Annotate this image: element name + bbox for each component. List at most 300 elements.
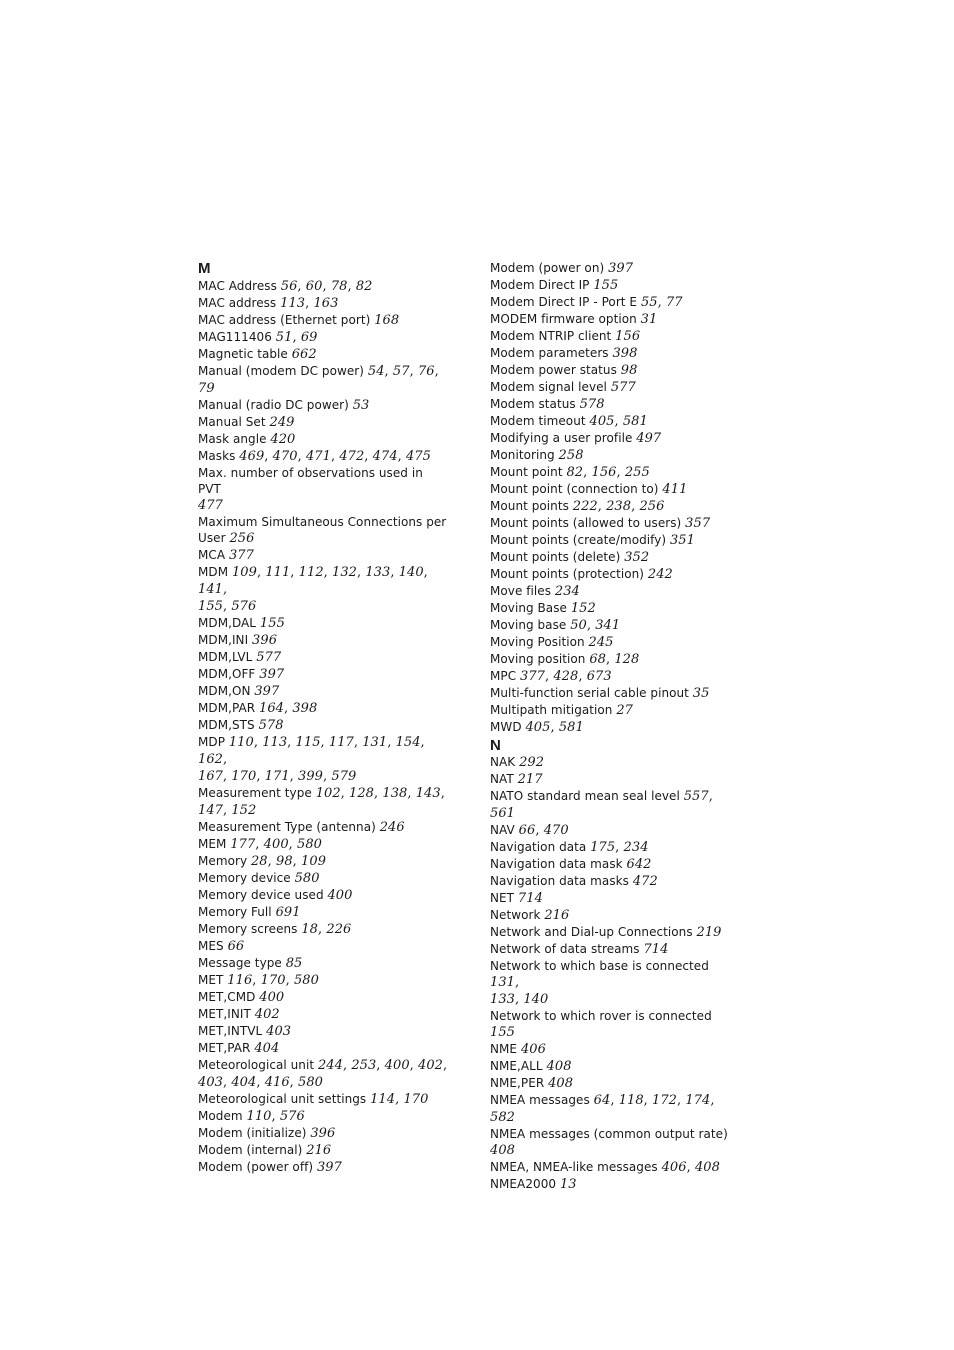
page-link[interactable]: 472 bbox=[339, 449, 365, 464]
index-entry: MAC Address 56, 60, 78, 82 bbox=[198, 279, 373, 294]
page-link[interactable]: 141 bbox=[198, 582, 223, 597]
page-link[interactable]: 397 bbox=[254, 684, 280, 699]
page-link[interactable]: 55 bbox=[640, 295, 658, 310]
index-term: Meteorological unit bbox=[198, 1058, 315, 1072]
index-term: MET,CMD bbox=[198, 990, 256, 1004]
index-letter-heading: N bbox=[490, 737, 501, 754]
page-link[interactable]: 112 bbox=[298, 565, 324, 580]
index-term: Network bbox=[490, 908, 541, 922]
index-term: Modem (power off) bbox=[198, 1160, 314, 1174]
page-link[interactable]: 403 bbox=[266, 1024, 292, 1039]
index-entry bbox=[198, 717, 448, 734]
page-link[interactable]: 402 bbox=[418, 1058, 443, 1073]
page-link[interactable]: 128 bbox=[349, 786, 374, 801]
page-link[interactable]: 579 bbox=[331, 769, 357, 784]
page-link[interactable]: 53 bbox=[352, 398, 370, 413]
index-term: Modem (internal) bbox=[198, 1143, 303, 1157]
index-entry bbox=[198, 632, 448, 649]
index-term: Network of data streams bbox=[490, 942, 640, 956]
index-entry: 403, 404, 416, 580 bbox=[198, 1075, 323, 1090]
index-entry: 147, 152 bbox=[198, 803, 257, 818]
page-link[interactable]: 396 bbox=[252, 633, 278, 648]
page-link[interactable]: 68 bbox=[589, 652, 606, 667]
index-term: Mount points (delete) bbox=[490, 550, 621, 564]
page-link[interactable]: 581 bbox=[558, 720, 584, 735]
index-term: MODEM firmware option bbox=[490, 312, 637, 326]
page-link[interactable]: 117 bbox=[328, 735, 354, 750]
index-entry bbox=[490, 890, 740, 907]
page-link[interactable]: 216 bbox=[544, 908, 570, 923]
page-link[interactable]: 79 bbox=[198, 381, 215, 396]
index-term: Manual (radio DC power) bbox=[198, 398, 349, 412]
page-link[interactable]: 351 bbox=[669, 533, 695, 548]
page-link[interactable]: 245 bbox=[588, 635, 614, 650]
index-entry bbox=[490, 583, 740, 600]
index-term: MET,PAR bbox=[198, 1041, 251, 1055]
page-link[interactable]: 396 bbox=[310, 1126, 336, 1141]
index-entry: 155, 576 bbox=[198, 599, 257, 614]
index-term: NAK bbox=[490, 755, 516, 769]
page-link[interactable]: 561 bbox=[490, 806, 515, 821]
index-term: Modem signal level bbox=[490, 380, 607, 394]
page-link[interactable]: 408 bbox=[490, 1143, 515, 1158]
index-entry bbox=[490, 600, 740, 617]
page-link[interactable]: 152 bbox=[231, 803, 257, 818]
page-link[interactable]: 133 bbox=[365, 565, 391, 580]
index-entry: Navigation data 175, 234 bbox=[490, 840, 649, 855]
index-entry bbox=[198, 989, 448, 1006]
page-link[interactable]: 581 bbox=[622, 414, 648, 429]
page-link[interactable]: 582 bbox=[490, 1110, 515, 1125]
page-link[interactable]: 256 bbox=[229, 531, 255, 546]
page-link[interactable]: 357 bbox=[685, 516, 711, 531]
index-entry bbox=[198, 1040, 448, 1057]
index-term: Navigation data masks bbox=[490, 874, 629, 888]
index-term: MPC bbox=[490, 669, 517, 683]
index-term: MAG111406 bbox=[198, 330, 272, 344]
page-link[interactable]: 110 bbox=[228, 735, 254, 750]
page-link[interactable]: 147 bbox=[198, 803, 223, 818]
index-term: Modem (initialize) bbox=[198, 1126, 307, 1140]
index-entry bbox=[490, 1075, 740, 1092]
page-link[interactable]: 76 bbox=[417, 364, 435, 379]
page-link[interactable]: 576 bbox=[231, 599, 257, 614]
page-link[interactable]: 472 bbox=[632, 874, 658, 889]
index-term: Memory device used bbox=[198, 888, 324, 902]
page-link[interactable]: 416 bbox=[264, 1075, 290, 1090]
index-entry: Measurement type 102, 128, 138, 143, bbox=[198, 786, 445, 801]
page-link[interactable]: 662 bbox=[291, 347, 317, 362]
page-link[interactable]: 258 bbox=[558, 448, 584, 463]
page-link[interactable]: 143 bbox=[415, 786, 441, 801]
page-link[interactable]: 400 bbox=[327, 888, 353, 903]
index-entry: 133, 140 bbox=[490, 992, 549, 1007]
page-link[interactable]: 578 bbox=[579, 397, 605, 412]
page-link[interactable]: 133 bbox=[490, 992, 515, 1007]
page-link[interactable]: 66 bbox=[518, 823, 536, 838]
index-entry bbox=[490, 1041, 740, 1058]
page-link[interactable]: 156 bbox=[591, 465, 617, 480]
index-term: Manual (modem DC power) bbox=[198, 364, 364, 378]
page-link[interactable]: 174 bbox=[685, 1093, 711, 1108]
page-link[interactable]: 471 bbox=[305, 449, 331, 464]
page-link[interactable]: 242 bbox=[647, 567, 673, 582]
index-entry: Masks 469, 470, 471, 472, 474, 475 bbox=[198, 449, 431, 464]
page-link[interactable]: 155 bbox=[593, 278, 619, 293]
page-link[interactable]: 82 bbox=[355, 279, 373, 294]
index-entry bbox=[490, 856, 740, 873]
page-link[interactable]: 170 bbox=[403, 1092, 429, 1107]
index-entry: Manual (modem DC power) 54, 57, 76, 79 bbox=[198, 364, 439, 396]
page-link[interactable]: 102 bbox=[315, 786, 341, 801]
index-term: MDM,INI bbox=[198, 633, 249, 647]
page-link[interactable]: 246 bbox=[379, 820, 405, 835]
index-term: MET,INTVL bbox=[198, 1024, 263, 1038]
page-link[interactable]: 577 bbox=[256, 650, 282, 665]
index-entry: NMEA, NMEA-like messages 406, 408 bbox=[490, 1160, 720, 1175]
index-term: Measurement type bbox=[198, 786, 312, 800]
index-entry: MDM 109, 111, 112, 132, 133, 140, 141, bbox=[198, 565, 428, 597]
page-link[interactable]: 27 bbox=[616, 703, 633, 718]
page-link[interactable]: 109 bbox=[301, 854, 327, 869]
page-link[interactable]: 57 bbox=[392, 364, 410, 379]
page-link[interactable]: 113 bbox=[280, 296, 306, 311]
index-term: Moving Position bbox=[490, 635, 585, 649]
index-entry: NATO standard mean seal level 557, 561 bbox=[490, 789, 713, 821]
index-term: Modem Direct IP - Port E bbox=[490, 295, 638, 309]
index-term: NMEA messages (common output rate) bbox=[490, 1127, 728, 1141]
page-link[interactable]: 397 bbox=[608, 261, 634, 276]
index-entry bbox=[490, 1058, 740, 1075]
page-link[interactable]: 217 bbox=[517, 772, 543, 787]
page-link[interactable]: 78 bbox=[330, 279, 348, 294]
page-link[interactable]: 580 bbox=[293, 973, 319, 988]
index-entry bbox=[490, 260, 740, 277]
index-entry bbox=[490, 685, 740, 702]
index-term: MDP bbox=[198, 735, 225, 749]
page-link[interactable]: 132 bbox=[332, 565, 357, 580]
index-term: MET,INIT bbox=[198, 1007, 251, 1021]
page-link[interactable]: 399 bbox=[298, 769, 323, 784]
index-term: Magnetic table bbox=[198, 347, 288, 361]
index-term: NMEA, NMEA-like messages bbox=[490, 1160, 658, 1174]
page-link[interactable]: 341 bbox=[595, 618, 621, 633]
page-link[interactable]: 77 bbox=[665, 295, 683, 310]
page-link[interactable]: 167 bbox=[198, 769, 223, 784]
page-link[interactable]: 219 bbox=[696, 925, 722, 940]
page-link[interactable]: 292 bbox=[519, 755, 545, 770]
page-link[interactable]: 475 bbox=[406, 449, 431, 464]
index-entry bbox=[490, 907, 740, 924]
page-link[interactable]: 115 bbox=[295, 735, 321, 750]
index-term: Mount points (allowed to users) bbox=[490, 516, 682, 530]
index-entry: Mount point 82, 156, 255 bbox=[490, 465, 650, 480]
index-entry: 167, 170, 171, 399, 579 bbox=[198, 769, 357, 784]
page-link[interactable]: 109 bbox=[231, 565, 257, 580]
page-link[interactable]: 170 bbox=[260, 973, 286, 988]
page-link[interactable]: 238 bbox=[606, 499, 632, 514]
index-term: NAV bbox=[490, 823, 515, 837]
page-link[interactable]: 82 bbox=[566, 465, 584, 480]
page-link[interactable]: 420 bbox=[270, 432, 296, 447]
page-link[interactable]: 474 bbox=[372, 449, 398, 464]
index-entry bbox=[198, 431, 448, 448]
index-letter-heading: M bbox=[198, 260, 211, 277]
page-link[interactable]: 177 bbox=[230, 837, 256, 852]
index-entry bbox=[490, 345, 740, 362]
page-link[interactable]: 256 bbox=[639, 499, 665, 514]
page-link[interactable]: 172 bbox=[652, 1093, 677, 1108]
index-term: Modem (power on) bbox=[490, 261, 605, 275]
index-term: MAC address (Ethernet port) bbox=[198, 313, 371, 327]
index-term: MWD bbox=[490, 720, 522, 734]
page-link[interactable]: 118 bbox=[618, 1093, 644, 1108]
page-link[interactable]: 428 bbox=[553, 669, 579, 684]
index-term: Manual Set bbox=[198, 415, 266, 429]
page-link[interactable]: 66 bbox=[227, 939, 245, 954]
page-link[interactable]: 170 bbox=[231, 769, 257, 784]
index-entry bbox=[198, 615, 448, 632]
index-term: NAT bbox=[490, 772, 514, 786]
index-term: Multipath mitigation bbox=[490, 703, 613, 717]
index-entry bbox=[490, 702, 740, 719]
page-link[interactable]: 35 bbox=[692, 686, 710, 701]
page-link[interactable]: 138 bbox=[382, 786, 408, 801]
page-link[interactable]: 18 bbox=[301, 922, 318, 937]
page-link[interactable]: 155 bbox=[198, 599, 223, 614]
page-link[interactable]: 714 bbox=[643, 942, 669, 957]
index-term: Mask angle bbox=[198, 432, 267, 446]
page-link[interactable]: 156 bbox=[615, 329, 641, 344]
page-link[interactable]: 155 bbox=[259, 616, 285, 631]
index-entry: NMEA messages 64, 118, 172, 174, 582 bbox=[490, 1093, 715, 1125]
index-entry: MEM 177, 400, 580 bbox=[198, 837, 322, 852]
page-link[interactable]: 56 bbox=[280, 279, 298, 294]
page-link[interactable]: 98 bbox=[276, 854, 293, 869]
page-link[interactable]: 477 bbox=[198, 498, 223, 513]
index-term: Modem power status bbox=[490, 363, 617, 377]
page-link[interactable]: 13 bbox=[559, 1177, 577, 1192]
index-entry: Modem Direct IP - Port E 55, 77 bbox=[490, 295, 683, 310]
page-link[interactable]: 163 bbox=[313, 296, 339, 311]
page-link[interactable]: 244 bbox=[317, 1058, 343, 1073]
page-link[interactable]: 216 bbox=[306, 1143, 332, 1158]
page-link[interactable]: 110 bbox=[246, 1109, 272, 1124]
index-entry bbox=[198, 1125, 448, 1142]
index-entry: Modem 110, 576 bbox=[198, 1109, 305, 1124]
page-link[interactable]: 69 bbox=[300, 330, 318, 345]
page-link[interactable]: 402 bbox=[254, 1007, 280, 1022]
index-term: Maximum Simultaneous Connections per bbox=[198, 515, 447, 529]
page-link[interactable]: 171 bbox=[264, 769, 290, 784]
page-link[interactable]: 131 bbox=[362, 735, 388, 750]
page-link[interactable]: 576 bbox=[279, 1109, 305, 1124]
page-link[interactable]: 404 bbox=[231, 1075, 257, 1090]
page-link[interactable]: 578 bbox=[258, 718, 284, 733]
index-entry: Memory 28, 98, 109 bbox=[198, 854, 327, 869]
page-link[interactable]: 470 bbox=[543, 823, 569, 838]
page-link[interactable]: 28 bbox=[250, 854, 268, 869]
page-link[interactable]: 673 bbox=[586, 669, 612, 684]
page-link[interactable]: 406 bbox=[661, 1160, 687, 1175]
index-entry: MAG111406 51, 69 bbox=[198, 330, 318, 345]
index-term: Network to which base is connected bbox=[490, 959, 709, 973]
index-term: Meteorological unit settings bbox=[198, 1092, 367, 1106]
page-link[interactable]: 234 bbox=[623, 840, 649, 855]
index-entry bbox=[198, 547, 448, 564]
index-entry bbox=[198, 397, 448, 414]
page-link[interactable]: 580 bbox=[297, 837, 322, 852]
index-entry bbox=[490, 924, 740, 941]
page-link[interactable]: 405 bbox=[525, 720, 551, 735]
index-entry: NAV 66, 470 bbox=[490, 823, 569, 838]
page-link[interactable]: 249 bbox=[269, 415, 295, 430]
index-term: Multi-function serial cable pinout bbox=[490, 686, 689, 700]
page-link[interactable]: 405 bbox=[589, 414, 615, 429]
page-link[interactable]: 114 bbox=[370, 1092, 396, 1107]
index-entry bbox=[198, 414, 448, 431]
page-link[interactable]: 497 bbox=[636, 431, 662, 446]
page-link[interactable]: 408 bbox=[694, 1160, 720, 1175]
index-entry bbox=[198, 649, 448, 666]
index-entry bbox=[490, 481, 740, 498]
page-link[interactable]: 403 bbox=[198, 1075, 223, 1090]
page-link[interactable]: 154 bbox=[395, 735, 421, 750]
index-term: Memory Full bbox=[198, 905, 272, 919]
page-link[interactable]: 128 bbox=[614, 652, 640, 667]
index-term: Modem NTRIP client bbox=[490, 329, 612, 343]
page-link[interactable]: 155 bbox=[490, 1025, 515, 1040]
page-link[interactable]: 98 bbox=[620, 363, 638, 378]
page-link[interactable]: 377 bbox=[228, 548, 254, 563]
page-link[interactable]: 85 bbox=[285, 956, 303, 971]
page-link[interactable]: 175 bbox=[590, 840, 616, 855]
index-term: NME,PER bbox=[490, 1076, 545, 1090]
page-link[interactable]: 577 bbox=[610, 380, 636, 395]
page-link[interactable]: 642 bbox=[626, 857, 652, 872]
index-term: MDM,DAL bbox=[198, 616, 257, 630]
index-entry bbox=[198, 666, 448, 683]
index-entry bbox=[198, 530, 448, 547]
page-link[interactable]: 64 bbox=[593, 1093, 611, 1108]
index-term: NET bbox=[490, 891, 515, 905]
index-term: MDM,PAR bbox=[198, 701, 256, 715]
index-term: NMEA messages bbox=[490, 1093, 590, 1107]
index-entry bbox=[490, 430, 740, 447]
index-entry bbox=[198, 683, 448, 700]
index-term: Network to which rover is connected bbox=[490, 1009, 712, 1023]
page-link[interactable]: 377 bbox=[520, 669, 545, 684]
index-entry: MDP 110, 113, 115, 117, 131, 154, 162, bbox=[198, 735, 425, 767]
page-link[interactable]: 557 bbox=[683, 789, 709, 804]
index-entry bbox=[490, 379, 740, 396]
page-link[interactable]: 111 bbox=[265, 565, 291, 580]
index-term: Max. number of observations used in PVT bbox=[198, 466, 423, 496]
page-link[interactable]: 164 bbox=[259, 701, 284, 716]
index-entry bbox=[198, 1006, 448, 1023]
index-term: Mount points (protection) bbox=[490, 567, 645, 581]
page-link[interactable]: 168 bbox=[374, 313, 400, 328]
page-link[interactable]: 222 bbox=[572, 499, 598, 514]
page-link[interactable]: 116 bbox=[227, 973, 253, 988]
index-entry bbox=[198, 819, 448, 836]
page-link[interactable]: 152 bbox=[570, 601, 596, 616]
index-term: MDM bbox=[198, 565, 229, 579]
index-term: Memory bbox=[198, 854, 248, 868]
page-link[interactable]: 131 bbox=[490, 975, 515, 990]
page-link[interactable]: 404 bbox=[254, 1041, 280, 1056]
page-link[interactable]: 113 bbox=[262, 735, 288, 750]
index-entry bbox=[490, 396, 740, 413]
index-term: MCA bbox=[198, 548, 226, 562]
index-term: MAC Address bbox=[198, 279, 277, 293]
index-entry bbox=[490, 532, 740, 549]
index-entry: Meteorological unit 244, 253, 400, 402, bbox=[198, 1058, 448, 1073]
page-link[interactable]: 352 bbox=[624, 550, 650, 565]
index-entry bbox=[490, 634, 740, 651]
page-link[interactable]: 398 bbox=[292, 701, 318, 716]
page-link[interactable]: 400 bbox=[384, 1058, 410, 1073]
index-term: Measurement Type (antenna) bbox=[198, 820, 376, 834]
page-link[interactable]: 50 bbox=[570, 618, 587, 633]
page-link[interactable]: 253 bbox=[351, 1058, 377, 1073]
page-link[interactable]: 408 bbox=[546, 1059, 572, 1074]
index-entry: Moving base 50, 341 bbox=[490, 618, 621, 633]
index-entry bbox=[198, 887, 448, 904]
index-term: Masks bbox=[198, 449, 236, 463]
page-link[interactable]: 398 bbox=[612, 346, 638, 361]
index-term: NME,ALL bbox=[490, 1059, 543, 1073]
page-link[interactable]: 714 bbox=[517, 891, 543, 906]
page-link[interactable]: 397 bbox=[259, 667, 285, 682]
index-entry bbox=[198, 346, 448, 363]
index-term: Moving position bbox=[490, 652, 586, 666]
index-term: MAC address bbox=[198, 296, 277, 310]
page-link[interactable]: 60 bbox=[305, 279, 323, 294]
index-term: Message type bbox=[198, 956, 282, 970]
page-link[interactable]: 400 bbox=[263, 837, 289, 852]
index-entry bbox=[490, 328, 740, 345]
index-entry bbox=[198, 1023, 448, 1040]
page-link[interactable]: 397 bbox=[316, 1160, 342, 1175]
index-term: Modem status bbox=[490, 397, 576, 411]
page-link[interactable]: 470 bbox=[272, 449, 298, 464]
index-entry bbox=[490, 362, 740, 379]
index-term: NATO standard mean seal level bbox=[490, 789, 680, 803]
page-link[interactable]: 408 bbox=[548, 1076, 574, 1091]
index-column-right bbox=[490, 260, 740, 1193]
page-link[interactable]: 226 bbox=[326, 922, 352, 937]
page-link[interactable]: 406 bbox=[520, 1042, 546, 1057]
page-link[interactable]: 140 bbox=[398, 565, 424, 580]
page-link[interactable]: 54 bbox=[367, 364, 385, 379]
index-entry: MET 116, 170, 580 bbox=[198, 973, 319, 988]
page-link[interactable]: 162 bbox=[198, 752, 223, 767]
page-link[interactable]: 255 bbox=[624, 465, 650, 480]
page-link[interactable]: 691 bbox=[275, 905, 301, 920]
page-link[interactable]: 140 bbox=[523, 992, 549, 1007]
page-link[interactable]: 400 bbox=[259, 990, 285, 1005]
page-link[interactable]: 31 bbox=[640, 312, 658, 327]
page-link[interactable]: 580 bbox=[298, 1075, 323, 1090]
page-link[interactable]: 51 bbox=[275, 330, 293, 345]
page-link[interactable]: 234 bbox=[554, 584, 580, 599]
page-link[interactable]: 469 bbox=[239, 449, 265, 464]
page-link[interactable]: 411 bbox=[662, 482, 688, 497]
index-term: Modem timeout bbox=[490, 414, 586, 428]
index-term: Moving base bbox=[490, 618, 567, 632]
page-link[interactable]: 580 bbox=[294, 871, 320, 886]
